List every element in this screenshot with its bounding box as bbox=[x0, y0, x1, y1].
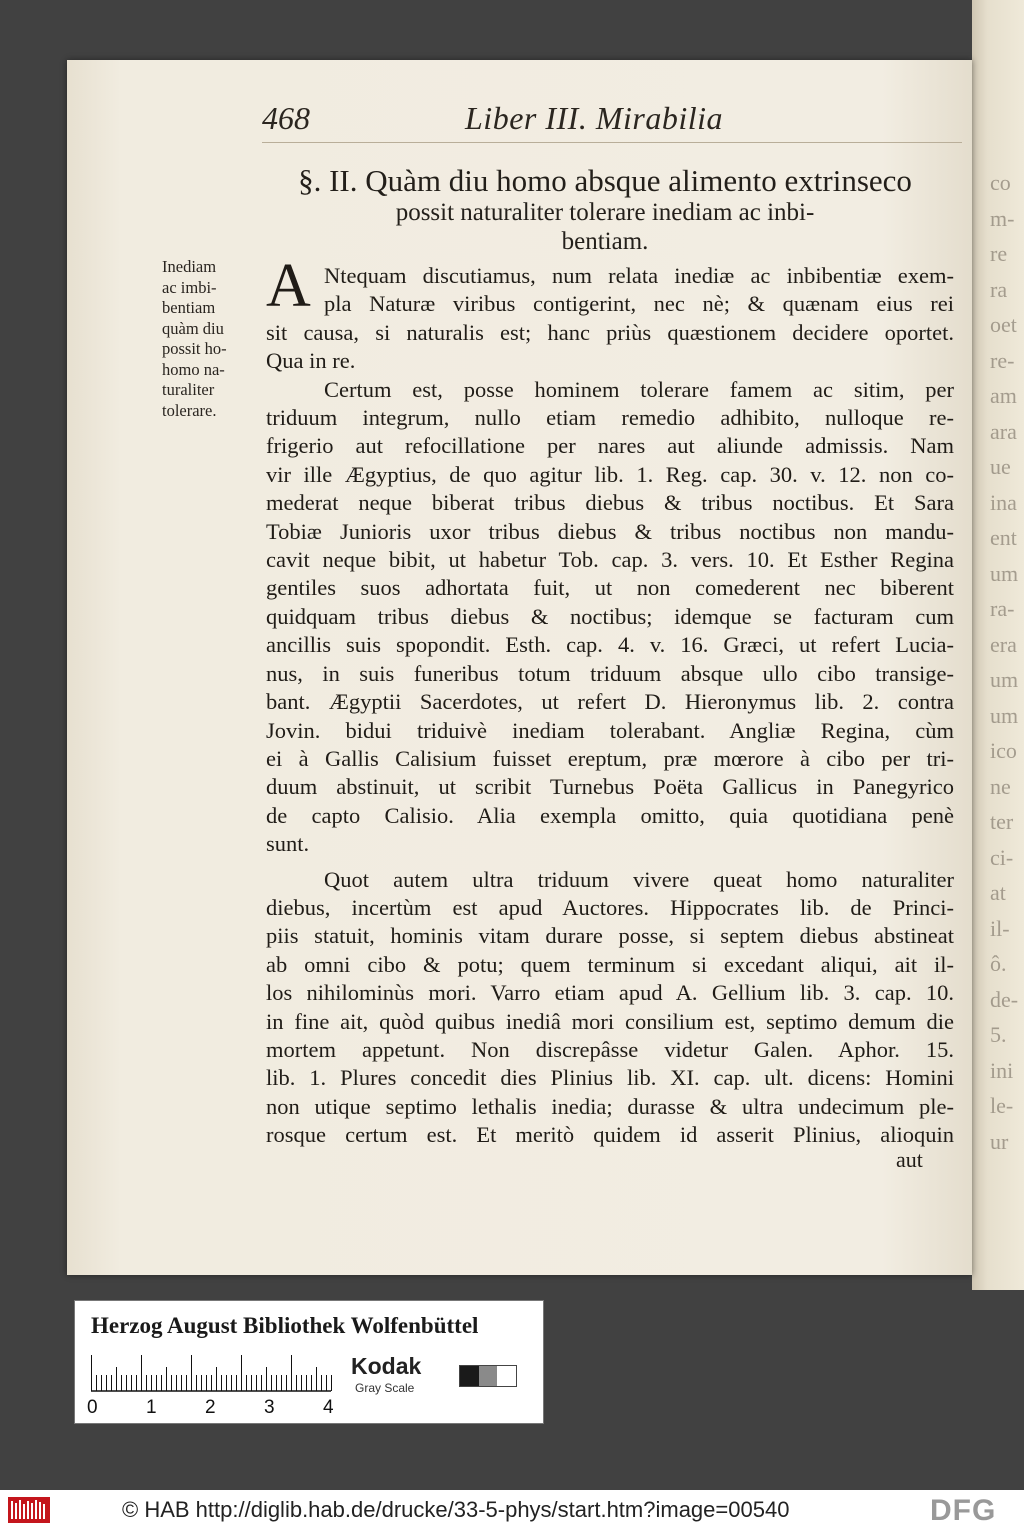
facing-page-fragment: at bbox=[990, 880, 1006, 905]
facing-page-fragment: am bbox=[990, 383, 1017, 408]
gray-scale-patches bbox=[459, 1365, 517, 1387]
text-line: in fine ait, quòd quibus inediâ mori consilium est, septimo demum die bbox=[266, 1008, 954, 1034]
text-line: Qua in re. bbox=[266, 348, 356, 374]
marginal-note-line: bentiam bbox=[162, 298, 216, 317]
ruler-number: 2 bbox=[205, 1397, 216, 1418]
text-line: ab omni cibo & potu; quem terminum si excedant aliqui, ait il- bbox=[266, 951, 954, 977]
text-line: vir ille Ægyptius, de quo agitur lib. 1. Reg. cap. 30. v. 12. non co- bbox=[266, 461, 954, 487]
marginal-note-line: ac imbi- bbox=[162, 277, 217, 297]
facing-page-fragment: oet bbox=[990, 312, 1017, 337]
text-line: Quot autem ultra triduum vivere queat homo naturaliter bbox=[324, 866, 954, 892]
facing-page-fragment: ico bbox=[990, 738, 1017, 763]
facing-page-fragment: ci- bbox=[990, 844, 1014, 870]
facing-page-fragment: co bbox=[990, 170, 1011, 195]
section-title bbox=[255, 164, 955, 256]
facing-page-fragment: ô. bbox=[990, 951, 1007, 976]
text-line: non utique septimo lethalis inedia; durasse & ultra undecimum ple- bbox=[266, 1093, 954, 1119]
text-line: de capto Calisio. Alia exempla omitto, quia quotidiana penè bbox=[266, 802, 954, 828]
facing-page-fragment: ra- bbox=[990, 596, 1015, 621]
facing-page-fragment: re bbox=[990, 241, 1008, 266]
library-label bbox=[74, 1300, 544, 1424]
library-name: Herzog August Bibliothek Wolfenbüttel bbox=[91, 1313, 479, 1338]
facing-page-fragment: ini bbox=[990, 1057, 1014, 1083]
text-line: lib. 1. Plures concedit dies Plinius lib. XI. cap. ult. dicens: Homini bbox=[266, 1065, 954, 1091]
hab-logo-icon bbox=[8, 1497, 50, 1523]
section-title-line: §. II. Quàm diu homo absque alimento extrinseco bbox=[298, 163, 912, 198]
facing-page-edge bbox=[972, 0, 1024, 1290]
facing-page-fragment: de- bbox=[990, 986, 1019, 1012]
ruler-number: 0 bbox=[87, 1397, 98, 1418]
text-line: diebus, incertùm est apud Auctores. Hippocrates lib. de Princi- bbox=[266, 894, 954, 920]
text-line: triduum integrum, nullo etiam remedio adhibito, nulloque re- bbox=[266, 405, 954, 431]
marginal-note-line: Inediam bbox=[162, 257, 217, 276]
ruler-number: 3 bbox=[264, 1397, 275, 1418]
facing-page-fragment: era bbox=[990, 631, 1017, 657]
ruler-scale bbox=[91, 1355, 341, 1393]
text-line: ei à Gallis Calisium fuisset ereptum, præ mœrore à cibo per tri- bbox=[266, 745, 954, 771]
catchword: aut bbox=[896, 1147, 923, 1172]
facing-page-fragment: ara bbox=[990, 418, 1017, 444]
text-line: mederat neque biberat tribus diebus & tribus noctibus. Et Sara bbox=[266, 490, 954, 516]
gray-patch bbox=[479, 1366, 498, 1386]
running-head: Liber III. Mirabilia bbox=[465, 100, 723, 136]
marginal-note bbox=[162, 257, 254, 421]
text-line: los nihilominùs mori. Varro etiam apud A. Gellium lib. 3. cap. 10. bbox=[266, 980, 954, 1006]
kodak-logo: Kodak bbox=[351, 1353, 422, 1379]
text-line: rosque certum est. Et meritò quidem id asserit Plinius, alioquin bbox=[266, 1122, 954, 1148]
drop-cap: A bbox=[266, 252, 311, 320]
facing-page-fragment: ue bbox=[990, 454, 1011, 479]
facing-page-fragment: 5. bbox=[990, 1022, 1007, 1047]
text-line: piis statuit, hominis vitam durare posse, si septem diebus abstineat bbox=[266, 923, 954, 949]
ruler-number: 1 bbox=[146, 1397, 157, 1418]
footer-link[interactable]: © HAB http://diglib.hab.de/drucke/33-5-phys/start.htm?image=00540 bbox=[122, 1497, 790, 1522]
text-line: Ntequam discutiamus, num relata inediæ ac inbibentiæ exem- bbox=[324, 263, 954, 288]
body-text bbox=[266, 262, 954, 1150]
text-line: cavit neque bibit, ut habetur Tob. cap. 3. vers. 10. Et Esther Regina bbox=[266, 547, 954, 573]
facing-page-fragment: ina bbox=[990, 489, 1017, 515]
gray-patch bbox=[460, 1366, 479, 1386]
marginal-note-line: quàm diu bbox=[162, 318, 224, 338]
text-line: mortem appetunt. Non discrepâsse videtur Galen. Aphor. 15. bbox=[266, 1036, 954, 1062]
marginal-note-line: turaliter bbox=[162, 380, 215, 399]
facing-page-fragment: ter bbox=[990, 809, 1014, 834]
text-line: duum abstinuit, ut scribit Turnebus Poëta Gallicus in Panegyrico bbox=[266, 774, 954, 800]
text-line: quidquam tribus diebus & noctibus; idemque se facturam cum bbox=[266, 603, 954, 629]
facing-page-fragment: il- bbox=[990, 915, 1010, 941]
ruler-numbers bbox=[87, 1397, 347, 1419]
text-line: nus, in suis funeribus totum triduum absque ullo cibo transige- bbox=[266, 660, 954, 686]
facing-page-fragment: um bbox=[990, 702, 1019, 728]
text-line: Certum est, posse hominem tolerare famem ac sitim, per bbox=[324, 376, 954, 402]
facing-page-fragment: re- bbox=[990, 347, 1015, 373]
facing-page-fragment: le- bbox=[990, 1093, 1014, 1118]
text-line: sit causa, si naturalis est; hanc priùs quæstionem decidere oportet. bbox=[266, 319, 954, 345]
marginal-note-line: tolerare. bbox=[162, 400, 217, 420]
text-line: ancillis suis spopondit. Esth. cap. 4. v. 16. Græci, ut refert Lucia- bbox=[266, 632, 954, 658]
section-title-line: possit naturaliter tolerare inediam ac inbi- bbox=[395, 199, 815, 226]
text-line: pla Naturæ viribus contigerint, nec nè; & quænam eius rei bbox=[324, 291, 954, 317]
gray-patch bbox=[497, 1366, 516, 1386]
footer-bar bbox=[0, 1490, 1024, 1530]
kodak-subtitle: Gray Scale bbox=[355, 1381, 415, 1395]
facing-page-fragment: ur bbox=[990, 1128, 1009, 1154]
text-line: bant. Ægyptii Sacerdotes, ut refert D. Hieronymus lib. 2. contra bbox=[266, 689, 954, 715]
header-rule bbox=[262, 142, 962, 143]
text-line: Tobiæ Junioris uxor tribus diebus & tribus noctibus non mandu- bbox=[266, 518, 954, 544]
marginal-note-line: homo na- bbox=[162, 359, 225, 379]
text-line: sunt. bbox=[266, 831, 310, 857]
ruler-number: 4 bbox=[323, 1397, 334, 1418]
marginal-note-line: possit ho- bbox=[162, 339, 227, 358]
text-line: Jovin. bidui triduivè inediam tolerabant. Angliæ Regina, cùm bbox=[266, 717, 954, 743]
facing-page-fragment: ne bbox=[990, 773, 1011, 799]
facing-page-fragment: um bbox=[990, 560, 1019, 586]
paragraph-gap bbox=[266, 859, 954, 866]
facing-page-fragment: m- bbox=[990, 205, 1015, 231]
section-title-line: bentiam. bbox=[561, 228, 649, 255]
text-line: frigerio aut refocillatione per nares aut aliunde admissis. Nam bbox=[266, 433, 954, 459]
page-number: 468 bbox=[262, 100, 310, 136]
facing-page-fragment: ent bbox=[990, 525, 1017, 550]
text-line: gentiles suos adhortata fuit, ut non comederent nec biberent bbox=[266, 575, 954, 601]
facing-page-fragment: um bbox=[990, 667, 1019, 692]
dfg-logo: DFG bbox=[930, 1494, 997, 1527]
facing-page-fragment: ra bbox=[990, 276, 1008, 302]
